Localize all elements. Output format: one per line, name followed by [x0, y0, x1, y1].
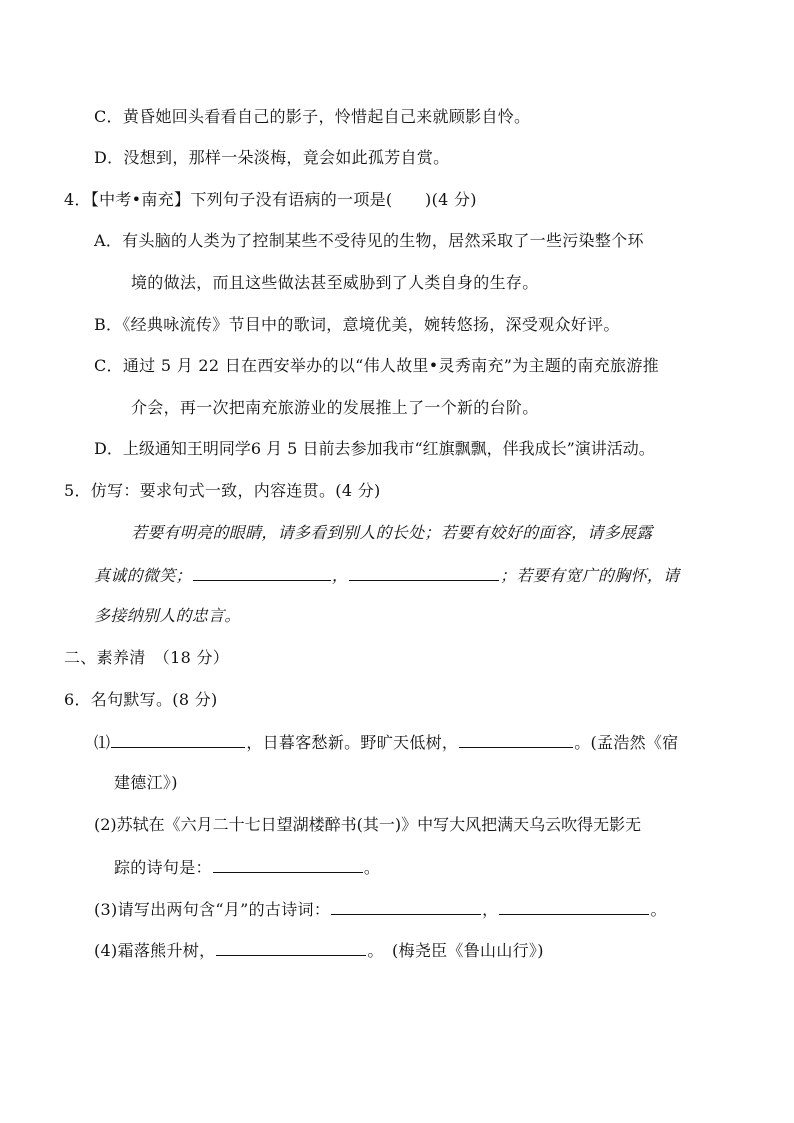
- q5-example-line3: 多接纳别人的忠言。: [94, 606, 241, 625]
- q5-line2-comma: ，: [331, 566, 349, 585]
- q4-option-c-line2: 介会，再一次把南充旅游业的发展推上了一个新的台阶。: [131, 398, 539, 417]
- q6-part4-blank[interactable]: [216, 939, 366, 956]
- q6-part4-prompt: (4)霜落熊升树，: [94, 941, 216, 960]
- q5-line2-end: ；若要有宽广的胸怀，请: [500, 566, 680, 585]
- q3-option-c: C．黄昏她回头看看自己的影子，怜惜起自己来就顾影自怜。: [94, 107, 531, 126]
- q4-option-d: D．上级通知王明同学6 月 5 日前去参加我市“红旗飘飘，伴我成长”演讲活动。: [94, 439, 655, 458]
- q4-option-a-line2: 境的做法，而且这些做法甚至威胁到了人类自身的生存。: [131, 273, 539, 292]
- q6-part1-blank-1[interactable]: [111, 731, 245, 748]
- q6-part1-text: ，日暮客愁新。野旷天低树，: [246, 733, 459, 752]
- q4-stem: 4．【中考•南充】下列句子没有语病的一项是( )(4 分): [64, 190, 477, 209]
- q3-option-d: D．没想到，那样一朵淡梅，竟会如此孤芳自赏。: [94, 148, 450, 167]
- q6-part3-blank-2[interactable]: [499, 898, 649, 915]
- section-2-title: 二、素养清 （18 分）: [64, 648, 230, 667]
- q6-part3-prompt: (3)请写出两句含“月”的古诗词：: [94, 900, 331, 919]
- q4-option-c-line1: C．通过 5 月 22 日在西安举办的以“伟人故里•灵秀南充”为主题的南充旅游推: [94, 356, 659, 375]
- q6-part2-prompt: 踪的诗句是：: [114, 858, 212, 877]
- q5-line2-start: 真诚的微笑；: [94, 566, 192, 585]
- q5-example-line1: 若要有明亮的眼睛，请多看到别人的长处；若要有姣好的面容，请多展露: [131, 523, 653, 542]
- q4-option-b: B．《经典咏流传》节目中的歌词，意境优美，婉转悠扬，深受观众好评。: [94, 315, 620, 334]
- q5-answer-blank-2[interactable]: [349, 564, 499, 581]
- q5-answer-blank-1[interactable]: [193, 564, 331, 581]
- q5-example-line2: [94, 564, 794, 587]
- q6-part2-period: 。: [363, 858, 381, 877]
- q6-part1-line2: 建德江》): [114, 773, 178, 792]
- q6-part3-period: 。: [650, 900, 667, 919]
- q6-part1-number: ⑴: [94, 733, 111, 752]
- q6-part1-blank-2[interactable]: [459, 731, 573, 748]
- q4-option-a-line1: A．有头脑的人类为了控制某些不受待见的生物，居然采取了一些污染整个环: [94, 231, 644, 250]
- q6-part1-line1: [94, 731, 794, 754]
- q6-part3-comma: ，: [482, 900, 499, 919]
- q6-part2-line2: [114, 856, 794, 879]
- q5-stem: 5．仿写：要求句式一致，内容连贯。(4 分): [64, 481, 381, 500]
- q6-part4: [94, 939, 794, 962]
- q6-part3-blank-1[interactable]: [331, 898, 481, 915]
- q6-part1-source: 。(孟浩然《宿: [574, 733, 679, 752]
- q6-part2-line1: (2)苏轼在《六月二十七日望湖楼醉书(其一)》中写大风把满天乌云吹得无影无: [94, 815, 642, 834]
- q6-stem: 6．名句默写。(8 分): [64, 690, 218, 709]
- q6-part3: [94, 898, 794, 921]
- q6-part2-blank[interactable]: [213, 856, 363, 873]
- q6-part4-source: 。 (梅尧臣《鲁山山行》): [367, 941, 544, 960]
